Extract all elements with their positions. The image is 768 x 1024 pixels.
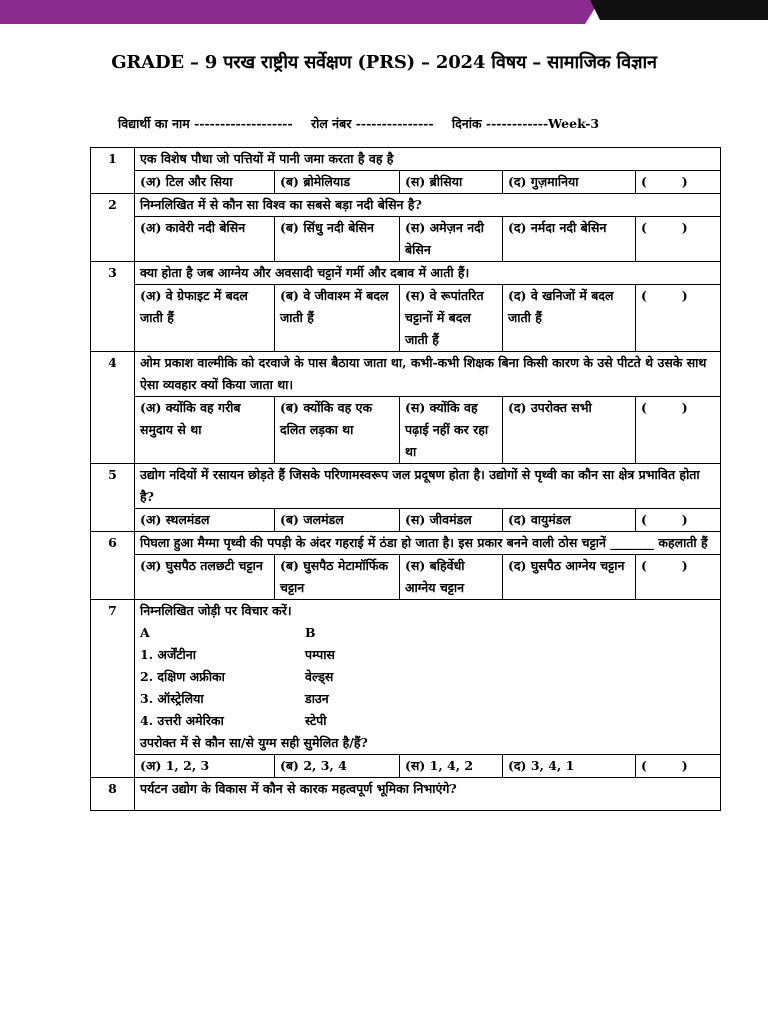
match-pairs — [140, 622, 715, 732]
date-week-field: दिनांक ------------Week-3 — [451, 116, 600, 131]
pair-b: स्टेपी — [305, 713, 327, 728]
column-a-heading: A — [140, 625, 150, 640]
pair-b: वेल्ड्स — [305, 669, 334, 684]
option-b[interactable]: (ब) ब्रोमेलियाड — [275, 171, 400, 194]
answer-box[interactable]: ( ) — [636, 171, 721, 194]
option-d[interactable]: (द) वे खनिजों में बदल जाती हैं — [503, 285, 636, 352]
option-a[interactable]: (अ) टिल और सिया — [135, 171, 275, 194]
question-number: 5 — [91, 464, 135, 532]
question-row — [91, 532, 721, 555]
option-c[interactable]: (स) बहिर्वेधी आग्नेय चट्टान — [400, 555, 503, 600]
pair-row — [140, 688, 715, 710]
question-row — [91, 194, 721, 217]
option-d[interactable]: (द) वायुमंडल — [503, 509, 636, 532]
option-b[interactable]: (ब) क्योंकि वह एक दलित लड़का था — [275, 397, 400, 464]
question-followup: उपरोक्त में से कौन सा/से युग्म सही सुमेलित है/हैं? — [140, 735, 368, 750]
option-b[interactable]: (ब) जलमंडल — [275, 509, 400, 532]
question-row — [91, 148, 721, 171]
options-row — [91, 509, 721, 532]
question-number: 2 — [91, 194, 135, 262]
pair-row — [140, 644, 715, 666]
answer-box[interactable]: ( ) — [636, 755, 721, 778]
student-info-line — [118, 115, 613, 132]
option-d[interactable]: (द) उपरोक्त सभी — [503, 397, 636, 464]
option-b[interactable]: (ब) 2, 3, 4 — [275, 755, 400, 778]
page-title: GRADE – 9 परख राष्ट्रीय सर्वेक्षण (PRS) – 2024 विषय – सामाजिक विज्ञान — [111, 52, 657, 73]
options-row — [91, 171, 721, 194]
question-number: 6 — [91, 532, 135, 600]
option-c[interactable]: (स) अमेज़न नदी बेसिन — [400, 217, 503, 262]
roll-number-field: रोल नंबर --------------- — [311, 116, 434, 131]
question-number: 3 — [91, 262, 135, 352]
option-d[interactable]: (द) 3, 4, 1 — [503, 755, 636, 778]
option-d[interactable]: (द) गुज़मानिया — [503, 171, 636, 194]
question-row — [91, 600, 721, 755]
pair-b: डाउन — [305, 691, 329, 706]
answer-box[interactable]: ( ) — [636, 217, 721, 262]
header-banner — [0, 0, 768, 28]
pair-a: 1. अर्जेंटीना — [140, 647, 196, 662]
pair-b: पम्पास — [305, 647, 335, 662]
pair-header — [140, 622, 715, 644]
option-c[interactable]: (स) ब्रीसिया — [400, 171, 503, 194]
pair-a: 4. उत्तरी अमेरिका — [140, 713, 224, 728]
question-number: 1 — [91, 148, 135, 194]
option-c[interactable]: (स) क्योंकि वह पढ़ाई नहीं कर रहा था — [400, 397, 503, 464]
pair-row — [140, 666, 715, 688]
question-number: 8 — [91, 778, 135, 811]
question-text: एक विशेष पौधा जो पत्तियों में पानी जमा करता है वह है — [135, 148, 721, 171]
question-row — [91, 778, 721, 811]
options-row — [91, 755, 721, 778]
question-number: 4 — [91, 352, 135, 464]
option-a[interactable]: (अ) क्योंकि वह गरीब समुदाय से था — [135, 397, 275, 464]
pair-a: 3. ऑस्ट्रेलिया — [140, 691, 204, 706]
option-d[interactable]: (द) घुसपैठ आग्नेय चट्टान — [503, 555, 636, 600]
option-d[interactable]: (द) नर्मदा नदी बेसिन — [503, 217, 636, 262]
options-row — [91, 217, 721, 262]
answer-box[interactable]: ( ) — [636, 509, 721, 532]
question-text: उद्योग नदियों में रसायन छोड़ते हैं जिसके परिणामस्वरूप जल प्रदूषण होता है। उद्योगों से पृथ्वी का कौन सा क्षेत्र प्रभावित होता है? — [135, 464, 721, 509]
options-row — [91, 397, 721, 464]
option-a[interactable]: (अ) स्थलमंडल — [135, 509, 275, 532]
question-row — [91, 464, 721, 509]
column-b-heading: B — [305, 625, 316, 640]
question-text: पिघला हुआ मैग्मा पृथ्वी की पपड़ी के अंदर गहराई में ठंडा हो जाता है। इस प्रकार बनने वाली ठोस चट्टानें _______ कहलाती हैं — [135, 532, 721, 555]
answer-box[interactable]: ( ) — [636, 285, 721, 352]
option-b[interactable]: (ब) वे जीवाश्म में बदल जाती हैं — [275, 285, 400, 352]
question-text: ओम प्रकाश वाल्मीकि को दरवाजे के पास बैठाया जाता था, कभी-कभी शिक्षक बिना किसी कारण के उसे पीटते थे उसके साथ ऐसा व्यवहार क्यों किया जाता था। — [135, 352, 721, 397]
question-body — [135, 600, 721, 755]
question-table — [90, 147, 721, 811]
options-row — [91, 285, 721, 352]
pair-row — [140, 710, 715, 732]
student-name-field: विद्यार्थी का नाम ------------------- — [118, 116, 293, 131]
option-a[interactable]: (अ) कावेरी नदी बेसिन — [135, 217, 275, 262]
banner-black-band — [590, 0, 768, 20]
question-row — [91, 352, 721, 397]
question-text: निम्नलिखित जोड़ी पर विचार करें। — [140, 603, 292, 618]
option-b[interactable]: (ब) सिंधु नदी बेसिन — [275, 217, 400, 262]
banner-purple-stripe — [0, 0, 600, 24]
option-b[interactable]: (ब) घुसपैठ मेटामॉर्फिक चट्टान — [275, 555, 400, 600]
answer-box[interactable]: ( ) — [636, 397, 721, 464]
answer-box[interactable]: ( ) — [636, 555, 721, 600]
pair-a: 2. दक्षिण अफ्रीका — [140, 669, 225, 684]
question-text: क्या होता है जब आग्नेय और अवसादी चट्टानें गर्मी और दबाव में आती हैं। — [135, 262, 721, 285]
option-c[interactable]: (स) जीवमंडल — [400, 509, 503, 532]
option-c[interactable]: (स) 1, 4, 2 — [400, 755, 503, 778]
question-text: पर्यटन उद्योग के विकास में कौन से कारक महत्वपूर्ण भूमिका निभाएंगे? — [135, 778, 721, 811]
options-row — [91, 555, 721, 600]
question-text: निम्नलिखित में से कौन सा विश्व का सबसे बड़ा नदी बेसिन है? — [135, 194, 721, 217]
option-a[interactable]: (अ) वे ग्रेफाइट में बदल जाती हैं — [135, 285, 275, 352]
question-row — [91, 262, 721, 285]
option-c[interactable]: (स) वे रूपांतरित चट्टानों में बदल जाती हैं — [400, 285, 503, 352]
option-a[interactable]: (अ) 1, 2, 3 — [135, 755, 275, 778]
question-number: 7 — [91, 600, 135, 778]
option-a[interactable]: (अ) घुसपैठ तलछटी चट्टान — [135, 555, 275, 600]
